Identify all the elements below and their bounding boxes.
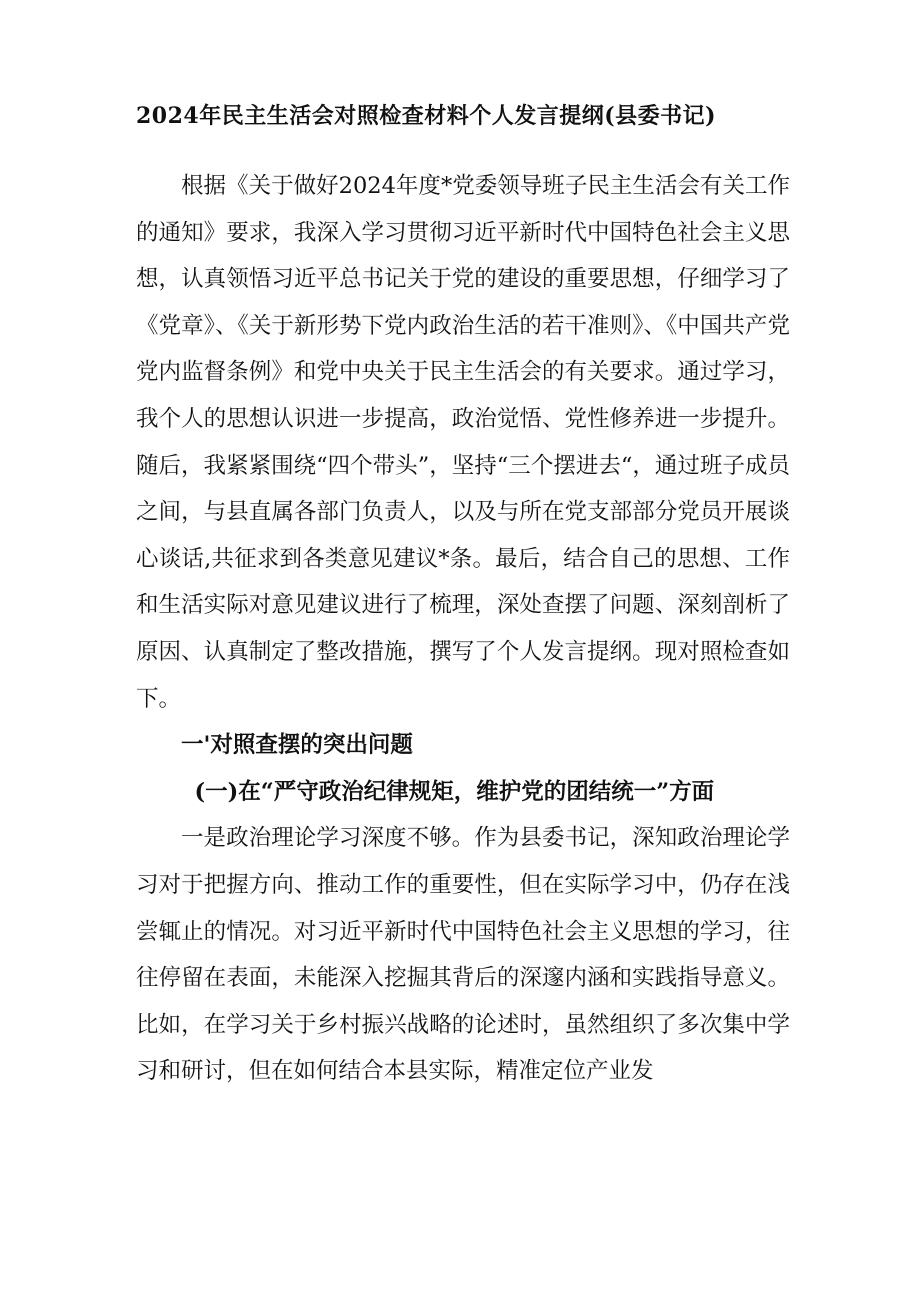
document-body [136,163,790,1095]
intro-paragraph: 根据《关于做好2024年度*党委领导班子民主生活会有关工作的通知》要求，我深入学习贯彻习近平新时代中国特色社会主义思想，认真领悟习近平总书记关于党的建设的重要思想，仔细学习了《党章》、《关于新形势下党内政治生活的若干准则》、《中国共产党党内监督条例》和党中央关于民主生活会的有关要求。通过学习，我个人的思想认识进一步提高，政治觉悟、党性修养进一步提升。随后，我紧紧围绕“四个带头”，坚持“三个摆进去“，通过班子成员之间，与县直属各部门负责人，以及与所在党支部部分党员开展谈心谈话,共征求到各类意见建议*条。最后，结合自己的思想、工作和生活实际对意见建议进行了梳理，深处查摆了问题、深刻剖析了原因、认真制定了整改措施，撰写了个人发言提纲。现对照检查如下。 [136,173,790,712]
document-title: 2024年民主生活会对照检查材料个人发言提纲(县委书记) [136,103,717,129]
section-heading: 一'对照查摆的突出问题 [181,732,413,759]
body-paragraph: 一是政治理论学习深度不够。作为县委书记，深知政治理论学习对于把握方向、推动工作的重要性，但在实际学习中，仍存在浅尝辄止的情况。对习近平新时代中国特色社会主义思想的学习，往往停留在表面，未能深入挖掘其背后的深邃内涵和实践指导意义。比如，在学习关于乡村振兴战略的论述时，虽然组织了多次集中学习和研讨，但在如何结合本县实际，精准定位产业发 [136,825,790,1085]
subsection-heading: (一)在“严守政治纪律规矩，维护党的团结统一”方面 [194,778,715,805]
